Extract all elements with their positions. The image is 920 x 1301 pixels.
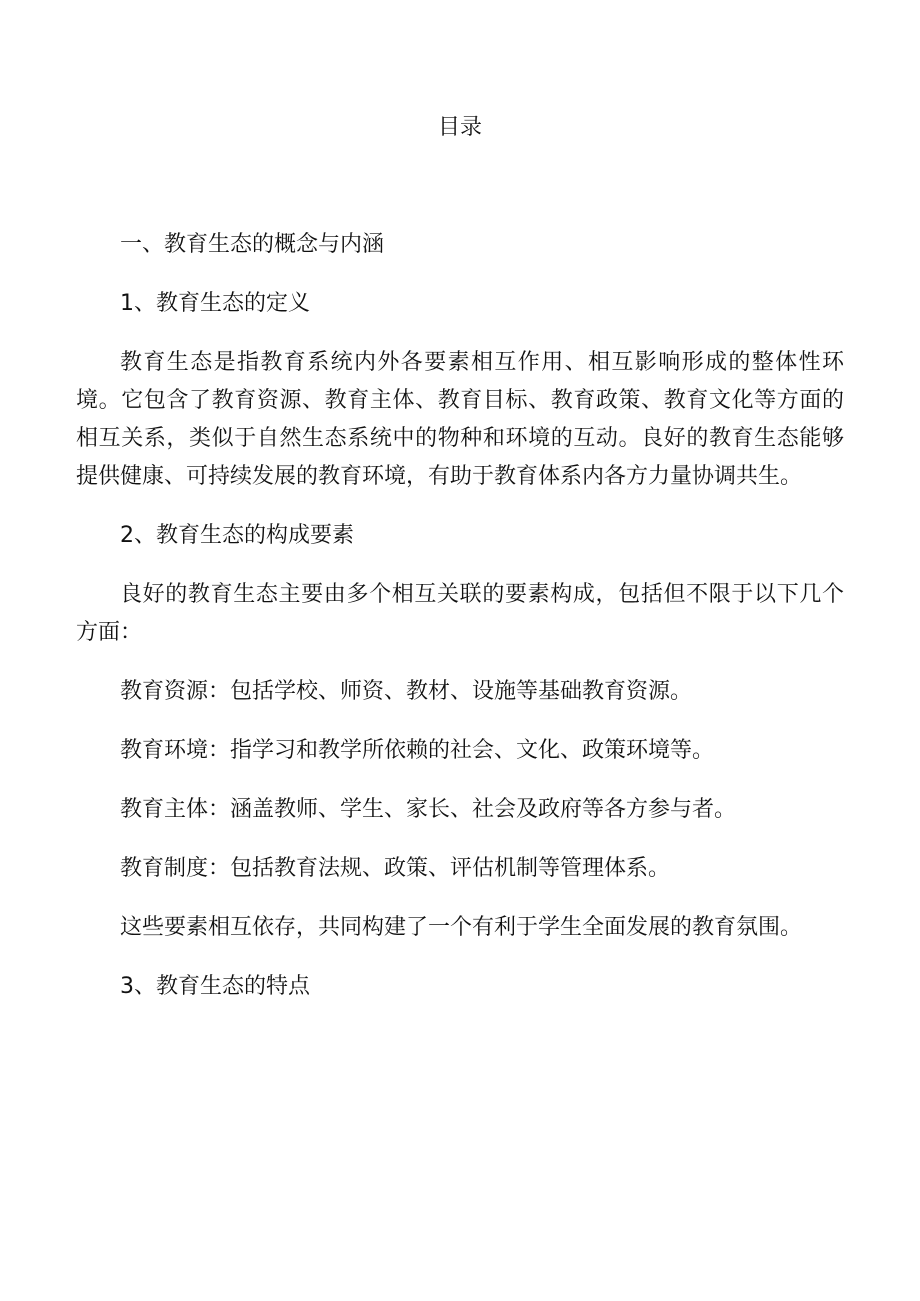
body-paragraph: 良好的教育生态主要由多个相互关联的要素构成，包括但不限于以下几个方面：: [76, 582, 844, 645]
document-body: [76, 226, 844, 1027]
subsection-heading: 2、教育生态的构成要素: [120, 523, 354, 548]
list-item: 教育制度：包括教育法规、政策、评估机制等管理体系。: [120, 856, 671, 881]
list-item: 教育环境：指学习和教学所依赖的社会、文化、政策环境等。: [120, 738, 715, 763]
page-title: 目录: [437, 115, 482, 140]
list-item: 教育资源：包括学校、师资、教材、设施等基础教育资源。: [120, 679, 693, 704]
body-paragraph: 这些要素相互依存，共同构建了一个有利于学生全面发展的教育氛围。: [120, 915, 803, 940]
body-paragraph: 教育生态是指教育系统内外各要素相互作用、相互影响形成的整体性环境。它包含了教育资源、教育主体、教育目标、教育政策、教育文化等方面的相互关系，类似于自然生态系统中的物种和环境的互动。良好的教育生态能够提供健康、可持续发展的教育环境，有助于教育体系内各方力量协调共生。: [76, 350, 844, 489]
subsection-heading: 1、教育生态的定义: [120, 291, 310, 316]
section-heading: 一、教育生态的概念与内涵: [120, 232, 385, 257]
list-item: 教育主体：涵盖教师、学生、家长、社会及政府等各方参与者。: [120, 797, 737, 822]
subsection-heading: 3、教育生态的特点: [120, 974, 310, 999]
